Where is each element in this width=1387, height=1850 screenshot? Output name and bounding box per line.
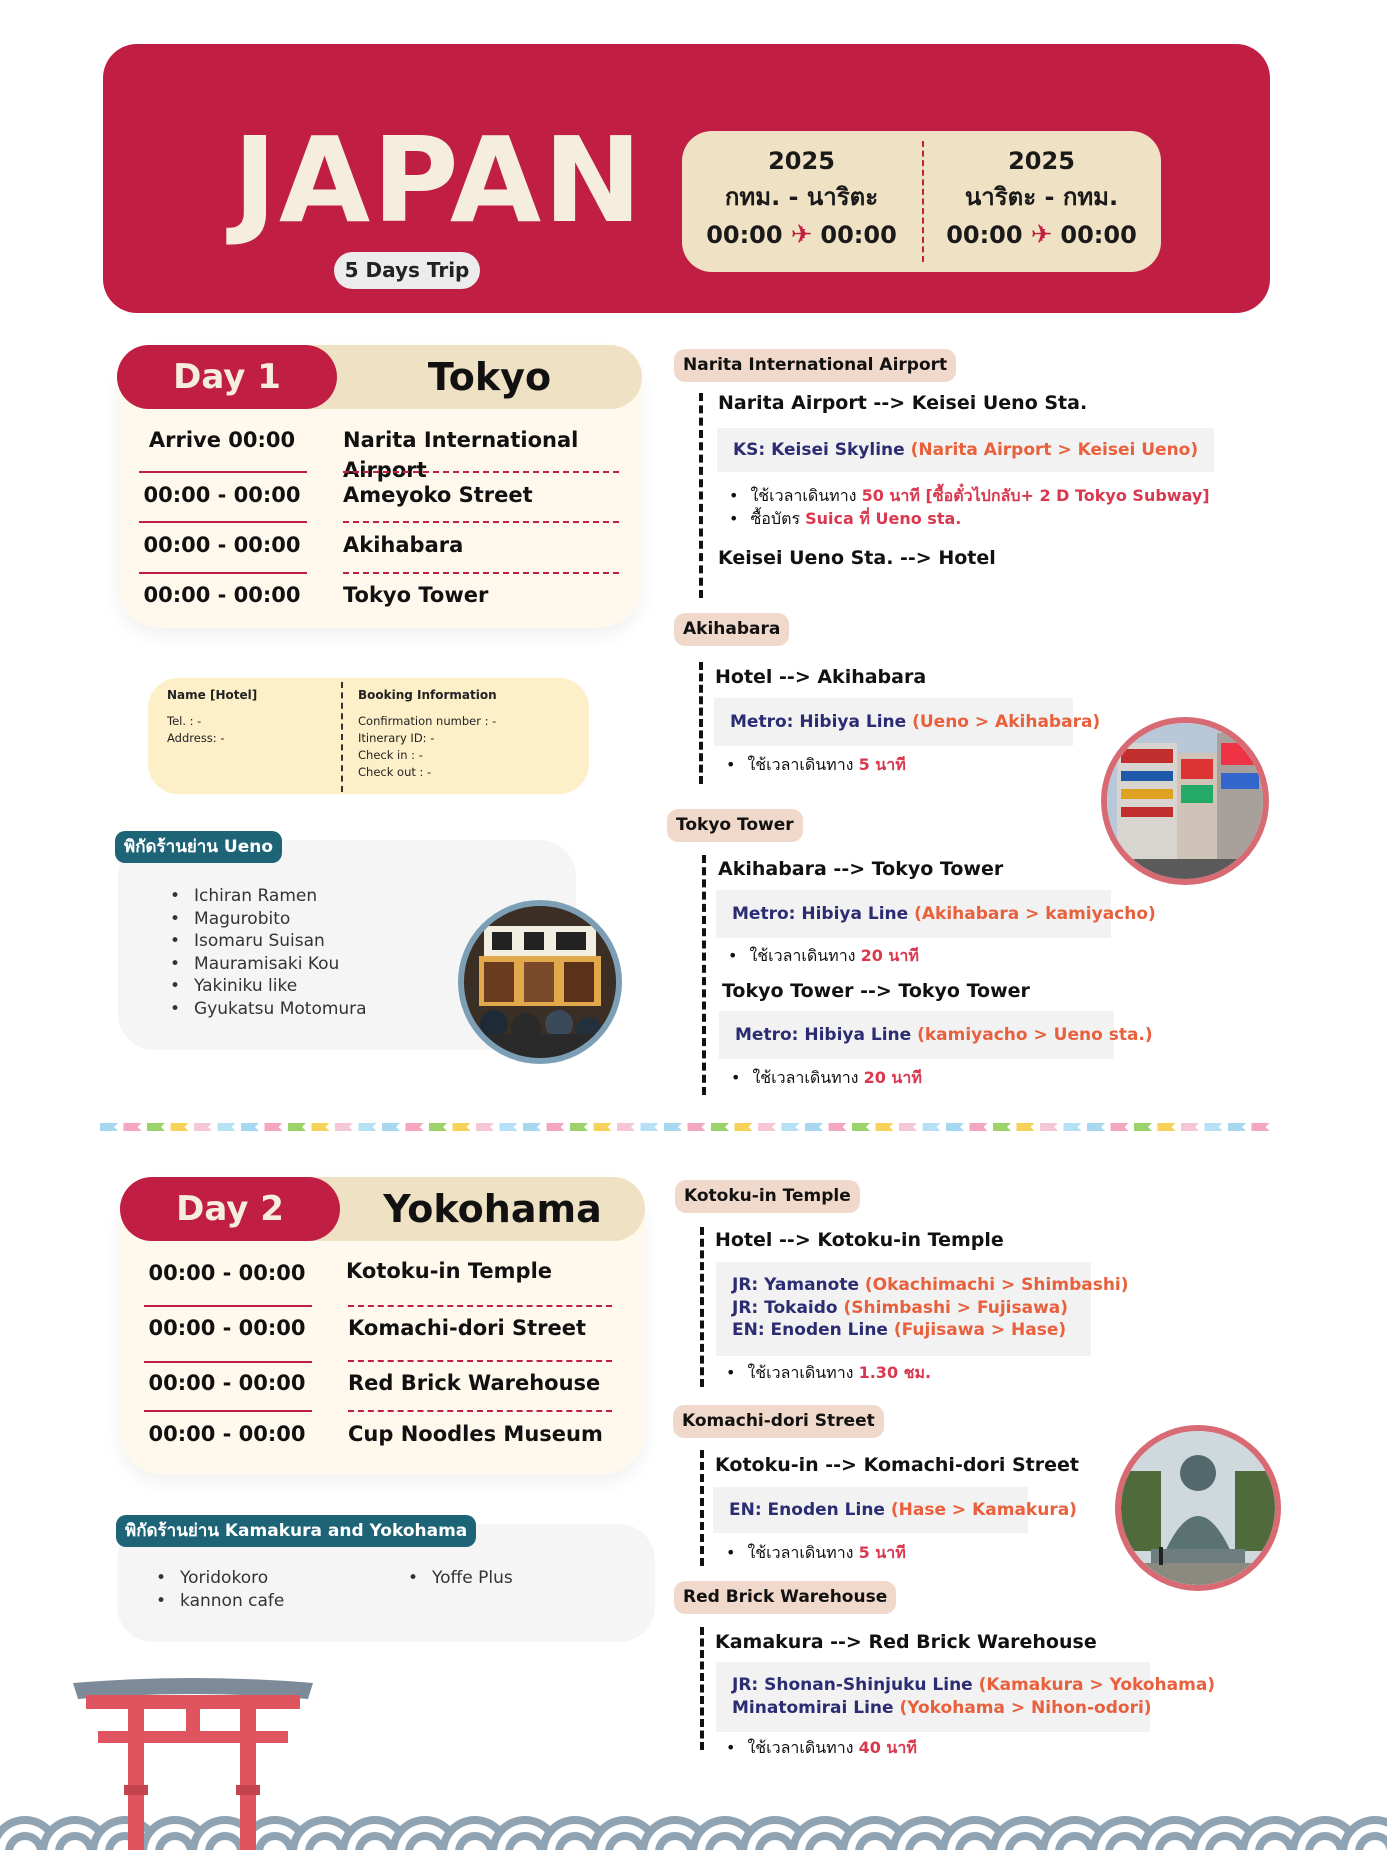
flag-icon bbox=[1181, 1123, 1199, 1131]
redbrick-section-tag: Red Brick Warehouse bbox=[674, 1581, 896, 1614]
flag-icon bbox=[899, 1123, 917, 1131]
divider bbox=[144, 1410, 312, 1412]
divider bbox=[144, 1361, 312, 1363]
day2-place-2: Komachi-dori Street bbox=[348, 1316, 587, 1340]
divider bbox=[139, 572, 307, 574]
flag-icon bbox=[500, 1123, 518, 1131]
kamakura-restaurant-tag: พิกัดร้านย่าน Kamakura and Yokohama bbox=[116, 1515, 476, 1547]
route-segment: (Fujisawa > Hase) bbox=[893, 1320, 1067, 1340]
akihabara-leg: Hotel --> Akihabara bbox=[715, 666, 927, 688]
outbound-year: 2025 bbox=[768, 147, 835, 175]
flag-icon bbox=[711, 1123, 729, 1131]
flag-icon bbox=[570, 1123, 588, 1131]
hotel-divider bbox=[341, 682, 343, 792]
page-title: JAPAN bbox=[233, 111, 644, 249]
flag-icon bbox=[147, 1123, 165, 1131]
ueno-restaurant-list bbox=[170, 885, 367, 1020]
day1-badge: Day 1 bbox=[117, 345, 337, 409]
flag-icon bbox=[1017, 1123, 1035, 1131]
day1-place-3: Akihabara bbox=[343, 533, 464, 557]
flag-icon bbox=[218, 1123, 236, 1131]
bullet-highlight: 5 นาที bbox=[858, 1543, 906, 1562]
flag-icon bbox=[406, 1123, 424, 1131]
route-segment: (Akihabara > kamiyacho) bbox=[914, 904, 1156, 924]
flag-icon bbox=[312, 1123, 330, 1131]
day1-place-1: Narita International Airport bbox=[343, 428, 579, 482]
flag-icon bbox=[100, 1123, 118, 1131]
flag-icon bbox=[265, 1123, 283, 1131]
bullet-highlight: 20 นาที bbox=[860, 946, 919, 965]
list-item: • kannon cafe bbox=[156, 1590, 284, 1613]
outbound-flight bbox=[682, 131, 921, 272]
divider bbox=[343, 521, 619, 523]
ueno-restaurant-tag: พิกัดร้านย่าน Ueno bbox=[115, 831, 282, 863]
bullet-text: ใช้เวลาเดินทาง bbox=[749, 946, 856, 965]
return-depart: 00:00 bbox=[946, 221, 1023, 249]
day2-city: Yokohama bbox=[383, 1187, 602, 1231]
flag-icon bbox=[688, 1123, 706, 1131]
akihabara-photo bbox=[1101, 717, 1269, 885]
divider bbox=[139, 471, 307, 473]
day1-city: Tokyo bbox=[427, 355, 552, 399]
flag-icon bbox=[782, 1123, 800, 1131]
bullet-highlight: 50 นาที [ซื้อตั๋วไปกลับ+ 2 D Tokyo Subway] bbox=[861, 486, 1210, 505]
akihabara-bullet bbox=[726, 753, 906, 778]
tokyo-tower-section-tag: Tokyo Tower bbox=[667, 809, 803, 842]
tokyo-tower-bullet-2 bbox=[731, 1066, 922, 1091]
komachi-bullet bbox=[726, 1541, 906, 1566]
return-flight bbox=[922, 131, 1161, 272]
route-segment: (Shimbashi > Fujisawa) bbox=[843, 1297, 1069, 1318]
return-times bbox=[922, 217, 1161, 253]
day2-place-3: Red Brick Warehouse bbox=[348, 1371, 601, 1395]
list-item: • Yoridokoro bbox=[156, 1567, 284, 1590]
kamakura-buddha-photo bbox=[1115, 1425, 1281, 1591]
route-segment: (Narita Airport > Keisei Ueno) bbox=[910, 440, 1199, 460]
day2-place-1: Kotoku-in Temple bbox=[346, 1259, 553, 1283]
return-arrive: 00:00 bbox=[1060, 221, 1137, 249]
timeline-bar bbox=[700, 1450, 704, 1566]
flag-icon bbox=[735, 1123, 753, 1131]
route-segment: (Ueno > Akihabara) bbox=[912, 712, 1101, 732]
route-segment: (Okachimachi > Shimbashi) bbox=[864, 1275, 1129, 1295]
flag-icon bbox=[617, 1123, 635, 1131]
bullet-text: ซื้อบัตร bbox=[750, 509, 801, 528]
day2-time-2: 00:00 - 00:00 bbox=[148, 1316, 306, 1340]
flag-icon bbox=[124, 1123, 142, 1131]
route-line: Metro: Hibiya Line bbox=[730, 712, 907, 732]
flag-icon bbox=[641, 1123, 659, 1131]
route-line: Minatomirai Line bbox=[732, 1697, 894, 1718]
route-segment: (kamiyacho > Ueno sta.) bbox=[917, 1025, 1153, 1045]
flag-icon bbox=[359, 1123, 377, 1131]
list-item: • Yakiniku like bbox=[170, 975, 367, 998]
day2-time-4: 00:00 - 00:00 bbox=[148, 1422, 306, 1446]
day1-time-2: 00:00 - 00:00 bbox=[143, 483, 301, 507]
flag-icon bbox=[194, 1123, 212, 1131]
route-line: JR: Shonan-Shinjuku Line bbox=[732, 1675, 973, 1695]
kotoku-leg: Hotel --> Kotoku-in Temple bbox=[715, 1229, 1004, 1251]
return-year: 2025 bbox=[1008, 147, 1075, 175]
flag-icon bbox=[241, 1123, 259, 1131]
flag-icon bbox=[171, 1123, 189, 1131]
bullet-text: ใช้เวลาเดินทาง bbox=[747, 1363, 854, 1382]
bullet-highlight: 5 นาที bbox=[858, 755, 906, 774]
narita-bullet-2 bbox=[729, 507, 961, 532]
bullet-text: ใช้เวลาเดินทาง bbox=[752, 1068, 859, 1087]
return-route: นาริตะ - กทม. bbox=[964, 183, 1119, 211]
narita-leg-2: Keisei Ueno Sta. --> Hotel bbox=[718, 547, 996, 569]
plane-icon: ✈ bbox=[1030, 220, 1053, 250]
outbound-route: กทม. - นาริตะ bbox=[724, 183, 879, 211]
flag-icon bbox=[758, 1123, 776, 1131]
check-out: Check out : - bbox=[358, 765, 432, 779]
bullet-text: ใช้เวลาเดินทาง bbox=[747, 1543, 854, 1562]
route-segment: (Yokohama > Nihon-odori) bbox=[899, 1697, 1152, 1718]
divider bbox=[139, 521, 307, 523]
bullet-highlight: 40 นาที bbox=[858, 1738, 917, 1757]
koinobori-flag-divider bbox=[100, 1120, 1270, 1134]
narita-route-box bbox=[717, 428, 1214, 472]
flag-icon bbox=[1064, 1123, 1082, 1131]
flag-icon bbox=[476, 1123, 494, 1131]
flight-info-box bbox=[682, 131, 1161, 272]
flag-icon bbox=[1228, 1123, 1246, 1131]
list-item: • Gyukatsu Motomura bbox=[170, 998, 367, 1021]
narita-section-tag: Narita International Airport bbox=[674, 349, 956, 382]
day1-time-1: Arrive 00:00 bbox=[148, 428, 296, 452]
narita-bullet-1 bbox=[729, 484, 1210, 509]
day2-time-3: 00:00 - 00:00 bbox=[148, 1371, 306, 1395]
trip-duration-badge: 5 Days Trip bbox=[334, 252, 480, 289]
divider bbox=[144, 1305, 312, 1307]
torii-gate-illustration bbox=[68, 1675, 318, 1850]
check-in: Check in : - bbox=[358, 748, 423, 762]
redbrick-leg: Kamakura --> Red Brick Warehouse bbox=[715, 1631, 1097, 1653]
list-item: • Magurobito bbox=[170, 908, 367, 931]
redbrick-route-box bbox=[716, 1662, 1216, 1732]
hotel-tel: Tel. : - bbox=[167, 714, 202, 728]
day2-badge: Day 2 bbox=[120, 1177, 340, 1241]
kotoku-section-tag: Kotoku-in Temple bbox=[675, 1180, 860, 1213]
flag-icon bbox=[970, 1123, 988, 1131]
hotel-booking bbox=[358, 688, 497, 779]
itinerary-id: Itinerary ID: - bbox=[358, 731, 435, 745]
flag-icon bbox=[1040, 1123, 1058, 1131]
day2-place-4: Cup Noodles Museum bbox=[348, 1422, 603, 1446]
divider bbox=[348, 1360, 612, 1362]
bullet-text: ใช้เวลาเดินทาง bbox=[750, 486, 857, 505]
akihabara-route-box bbox=[714, 698, 1101, 746]
timeline-bar bbox=[702, 855, 706, 1095]
redbrick-bullet bbox=[726, 1736, 917, 1761]
day2-time-1: 00:00 - 00:00 bbox=[148, 1261, 306, 1285]
route-segment: (Hase > Kamakura) bbox=[890, 1500, 1077, 1520]
divider bbox=[343, 572, 619, 574]
kotoku-route-box bbox=[716, 1262, 1129, 1356]
route-line: JR: Tokaido bbox=[732, 1297, 838, 1318]
flag-icon bbox=[547, 1123, 565, 1131]
flag-icon bbox=[429, 1123, 447, 1131]
outbound-depart: 00:00 bbox=[706, 221, 783, 249]
flag-icon bbox=[664, 1123, 682, 1131]
timeline-bar bbox=[700, 1227, 704, 1387]
flag-icon bbox=[288, 1123, 306, 1131]
flag-icon bbox=[523, 1123, 541, 1131]
tokyo-tower-leg-1: Akihabara --> Tokyo Tower bbox=[718, 858, 1004, 880]
route-line: Metro: Hibiya Line bbox=[732, 904, 909, 924]
day1-place-2: Ameyoko Street bbox=[343, 483, 533, 507]
outbound-times bbox=[682, 217, 921, 253]
outbound-arrive: 00:00 bbox=[820, 221, 897, 249]
bullet-text: ใช้เวลาเดินทาง bbox=[747, 755, 854, 774]
bullet-text: ใช้เวลาเดินทาง bbox=[747, 1738, 854, 1757]
ueno-restaurant-photo bbox=[458, 900, 622, 1064]
flag-icon bbox=[829, 1123, 847, 1131]
flag-icon bbox=[1134, 1123, 1152, 1131]
flag-icon bbox=[1087, 1123, 1105, 1131]
flag-icon bbox=[805, 1123, 823, 1131]
komachi-section-tag: Komachi-dori Street bbox=[673, 1405, 884, 1438]
hotel-name-label: Name [Hotel] bbox=[167, 688, 258, 702]
route-line: EN: Enoden Line bbox=[732, 1320, 888, 1340]
timeline-bar bbox=[699, 393, 703, 598]
flag-icon bbox=[852, 1123, 870, 1131]
flag-icon bbox=[1111, 1123, 1129, 1131]
route-segment: (Kamakura > Yokohama) bbox=[978, 1675, 1216, 1695]
kamakura-restaurant-list-2 bbox=[408, 1567, 513, 1590]
flag-icon bbox=[335, 1123, 353, 1131]
divider bbox=[348, 1410, 612, 1412]
divider bbox=[348, 1305, 612, 1307]
route-line: EN: Enoden Line bbox=[729, 1500, 885, 1520]
route-line: JR: Yamanote bbox=[732, 1275, 859, 1295]
timeline-bar bbox=[699, 662, 703, 784]
flag-icon bbox=[1205, 1123, 1223, 1131]
list-item: • Mauramisaki Kou bbox=[170, 953, 367, 976]
flag-icon bbox=[876, 1123, 894, 1131]
komachi-leg: Kotoku-in --> Komachi-dori Street bbox=[715, 1454, 1079, 1476]
narita-leg-1: Narita Airport --> Keisei Ueno Sta. bbox=[718, 392, 1088, 414]
flag-icon bbox=[453, 1123, 471, 1131]
flag-icon bbox=[946, 1123, 964, 1131]
list-item: • Yoffe Plus bbox=[408, 1567, 513, 1590]
timeline-bar bbox=[700, 1627, 704, 1750]
flag-icon bbox=[993, 1123, 1011, 1131]
tokyo-tower-leg-2: Tokyo Tower --> Tokyo Tower bbox=[722, 980, 1030, 1002]
restaurant-photo-graphic bbox=[464, 906, 616, 1058]
tokyo-tower-route-1 bbox=[716, 890, 1156, 938]
flag-icon bbox=[594, 1123, 612, 1131]
kamakura-restaurant-list-1 bbox=[156, 1567, 284, 1612]
day1-time-3: 00:00 - 00:00 bbox=[143, 533, 301, 557]
booking-label: Booking Information bbox=[358, 688, 497, 702]
komachi-route-box bbox=[713, 1487, 1077, 1533]
flag-icon bbox=[1158, 1123, 1176, 1131]
hotel-address: Address: - bbox=[167, 731, 225, 745]
list-item: • Ichiran Ramen bbox=[170, 885, 367, 908]
flag-icon bbox=[923, 1123, 941, 1131]
list-item: • Isomaru Suisan bbox=[170, 930, 367, 953]
plane-icon: ✈ bbox=[790, 220, 813, 250]
buddha-photo-graphic bbox=[1121, 1431, 1275, 1585]
flag-icon bbox=[382, 1123, 400, 1131]
divider bbox=[343, 471, 619, 473]
bullet-highlight: 1.30 ชม. bbox=[858, 1363, 932, 1382]
hotel-contact bbox=[167, 688, 257, 745]
akihabara-section-tag: Akihabara bbox=[674, 613, 789, 646]
hotel-info-card bbox=[148, 678, 589, 794]
tokyo-tower-bullet-1 bbox=[728, 944, 919, 969]
flag-icon bbox=[1252, 1123, 1270, 1131]
akihabara-photo-graphic bbox=[1107, 723, 1263, 879]
bullet-highlight: 20 นาที bbox=[863, 1068, 922, 1087]
day1-place-4: Tokyo Tower bbox=[343, 583, 489, 607]
tokyo-tower-route-2 bbox=[719, 1011, 1153, 1059]
bullet-highlight: Suica ที่ Ueno sta. bbox=[805, 509, 962, 528]
day1-time-4: 00:00 - 00:00 bbox=[143, 583, 301, 607]
route-line: KS: Keisei Skyline bbox=[733, 440, 905, 460]
kotoku-bullet bbox=[726, 1361, 931, 1386]
route-line: Metro: Hibiya Line bbox=[735, 1025, 912, 1045]
confirmation-number: Confirmation number : - bbox=[358, 714, 497, 728]
